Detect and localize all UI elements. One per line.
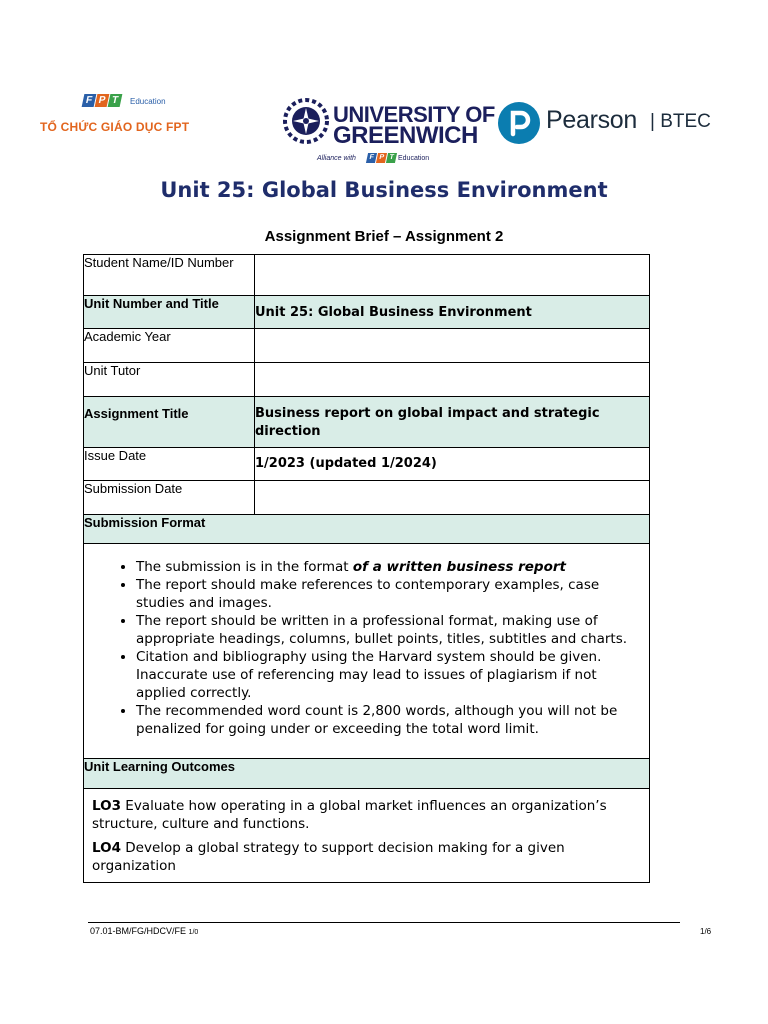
submission-format-list (84, 544, 649, 758)
fpt-education-text: Education (130, 97, 166, 106)
greenwich-fpt-letter-f: F (366, 153, 377, 163)
label-student-name: Student Name/ID Number (84, 255, 255, 296)
value-academic-year (255, 329, 650, 363)
greenwich-university-text: UNIVERSITY OF (333, 102, 495, 127)
row-assignment-title (84, 397, 650, 448)
list-item (136, 558, 639, 576)
greenwich-emblem-icon (283, 98, 329, 144)
greenwich-education-text: Education (398, 155, 430, 162)
greenwich-alliance-text: Alliance with (317, 155, 356, 162)
btec-wordmark: | BTEC (650, 111, 711, 132)
label-unit-number-title: Unit Number and Title (84, 296, 255, 329)
greenwich-fpt-letter-p: P (376, 153, 387, 163)
footer-code-text: 07.01-BM/FG/HDCV/FE (90, 926, 187, 936)
greenwich-logo (267, 88, 495, 170)
list-item: • Citation and bibliography using the Harvard system should be given. Inaccurate use of referencing may lead to issues of plagiarism if not applied correctly. (136, 648, 639, 702)
greenwich-fpt-mark (367, 153, 396, 163)
assignment-subtitle: Assignment Brief – Assignment 2 (264, 228, 504, 245)
row-submission-format-body (84, 544, 650, 759)
label-academic-year: Academic Year (84, 329, 255, 363)
lo-text: Evaluate how operating in a global market influences an organization’s structure, culture and functions. (92, 798, 607, 832)
greenwich-name-text: GREENWICH (333, 122, 478, 149)
list-item: • The report should be written in a professional format, making use of appropriate headings, columns, bullet points, titles, subtitles and charts. (136, 612, 639, 648)
value-assignment-title: Business report on global impact and strategic direction (255, 397, 650, 448)
list-item: • The recommended word count is 2,800 words, although you will not be penalized for going under or exceeding the total word limit. (136, 702, 639, 738)
bullet-emphasis: of a written business report (352, 559, 566, 575)
fpt-letter-f: F (82, 94, 97, 107)
row-student-name (84, 255, 650, 296)
value-student-name (255, 255, 650, 296)
label-submission-date: Submission Date (84, 481, 255, 515)
row-issue-date (84, 448, 650, 481)
fpt-letter-p: P (95, 94, 110, 107)
pearson-wordmark: Pearson (546, 106, 638, 134)
bullet-prefix: The submission is in the format (136, 559, 353, 575)
learning-outcome-lo4 (84, 837, 649, 879)
value-issue-date: 1/2023 (updated 1/2024) (255, 448, 650, 481)
footer-document-code (90, 926, 198, 936)
row-academic-year (84, 329, 650, 363)
row-learning-outcomes-body (84, 789, 650, 883)
label-assignment-title: Assignment Title (84, 397, 255, 448)
footer-version: 1/0 (188, 929, 199, 936)
value-submission-date (255, 481, 650, 515)
label-unit-tutor: Unit Tutor (84, 363, 255, 397)
value-unit-number-title: Unit 25: Global Business Environment (255, 296, 650, 329)
row-unit-tutor (84, 363, 650, 397)
pearson-p-icon (498, 102, 540, 144)
row-learning-outcomes-heading (84, 759, 650, 789)
lo-code: LO4 (92, 840, 121, 856)
submission-format-body (84, 544, 650, 759)
learning-outcomes-body (84, 789, 650, 883)
learning-outcome-lo3 (84, 789, 649, 837)
list-item: • The report should make references to contemporary examples, case studies and images. (136, 576, 639, 612)
pearson-btec-logo (498, 102, 728, 146)
row-submission-format-heading (84, 515, 650, 544)
greenwich-fpt-letter-t: T (386, 153, 397, 163)
label-issue-date: Issue Date (84, 448, 255, 481)
lo-code: LO3 (92, 798, 121, 814)
footer-page-number: 1/6 (700, 927, 712, 936)
assignment-brief-table (83, 254, 650, 883)
row-unit-number-title (84, 296, 650, 329)
submission-format-heading: Submission Format (84, 515, 650, 544)
learning-outcomes-heading: Unit Learning Outcomes (84, 759, 650, 789)
fpt-education-logo (40, 94, 220, 138)
fpt-mark (83, 94, 121, 107)
fpt-letter-t: T (108, 94, 123, 107)
footer-divider (88, 922, 680, 923)
fpt-organization-name: TỔ CHỨC GIÁO DỤC FPT (40, 120, 190, 134)
value-unit-tutor (255, 363, 650, 397)
lo-text: Develop a global strategy to support decision making for a given organization (92, 840, 565, 874)
row-submission-date (84, 481, 650, 515)
page-title: Unit 25: Global Business Environment (160, 178, 608, 202)
